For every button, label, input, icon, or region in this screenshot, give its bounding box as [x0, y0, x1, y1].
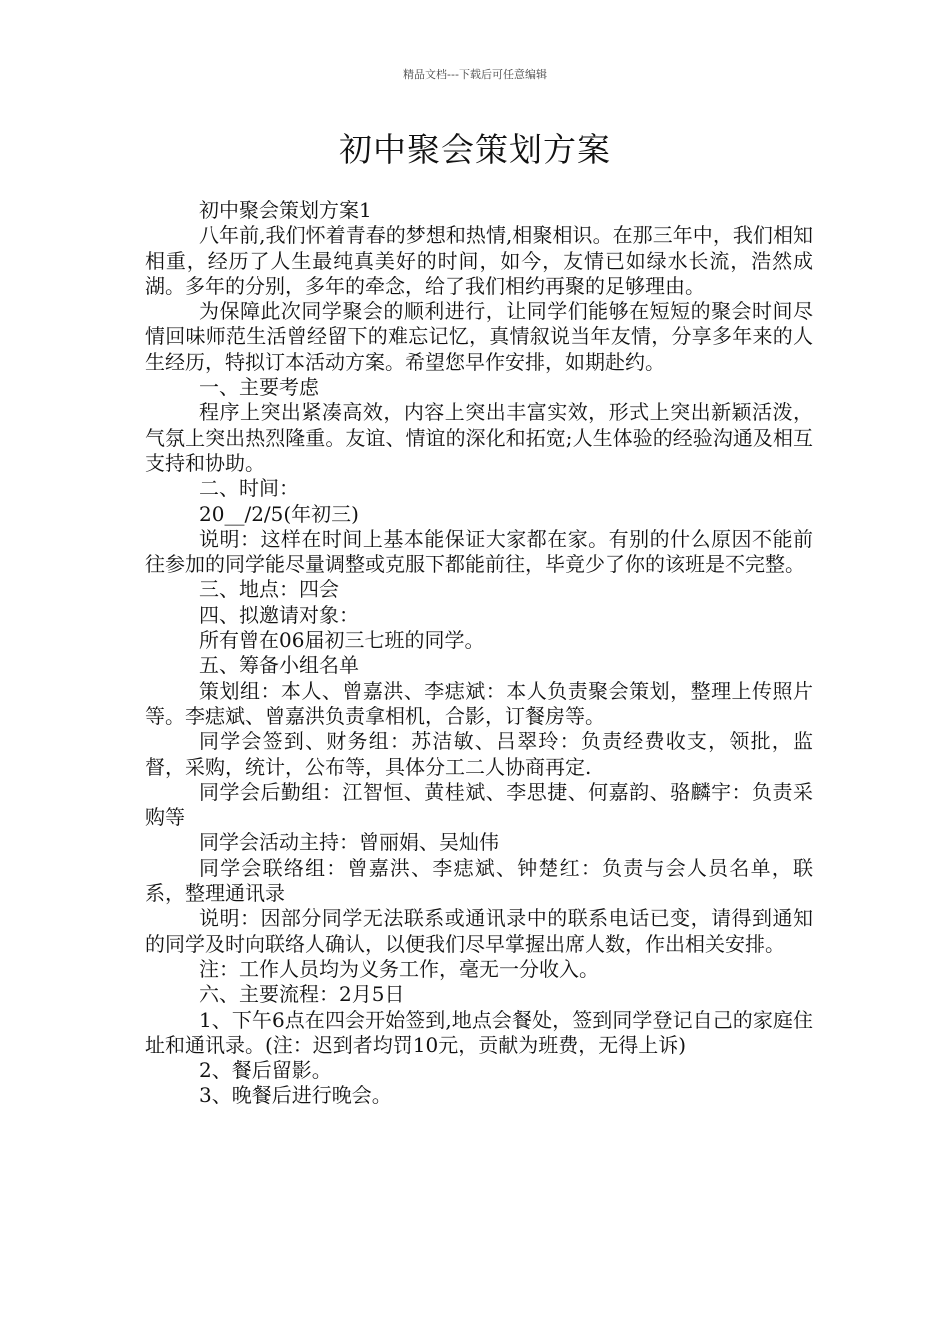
list-item: 2、餐后留影。	[199, 1058, 332, 1083]
subtitle: 初中聚会策划方案1	[199, 198, 372, 222]
body-paragraph: 所有曾在06届初三七班的同学。	[199, 628, 485, 653]
body-paragraph: 说明：这样在时间上基本能保证大家都在家。有别的什么原因不能前往参加的同学能尽量调整或克服下都能前往，毕竟少了你的该班是不完整。	[145, 526, 813, 577]
document-title: 初中聚会策划方案	[339, 130, 611, 169]
page-header: 精品文档---下载后可任意编辑	[403, 68, 547, 81]
section-heading: 四、拟邀请对象：	[199, 602, 359, 627]
list-item: 同学会签到、财务组：苏洁敏、吕翠玲：负责经费收支，领批，监督，采购，统计，公布等，具体分工二人协商再定.	[145, 729, 813, 779]
section-heading: 二、时间：	[199, 476, 299, 501]
body-paragraph: 说明：因部分同学无法联系或通讯录中的联系电话已变，请得到通知的同学及时向联络人确认，以便我们尽早掌握出席人数，作出相关安排。	[145, 906, 813, 956]
document-body	[145, 198, 813, 1109]
note-line: 注：工作人员均为义务工作，毫无一分收入。	[199, 956, 599, 981]
section-heading: 三、地点：四会	[199, 577, 339, 602]
list-item: 同学会活动主持：曾丽娟、吴灿伟	[199, 830, 499, 855]
section-heading: 五、筹备小组名单	[199, 653, 359, 678]
section-heading: 一、主要考虑	[199, 375, 319, 400]
list-item: 3、晚餐后进行晚会。	[199, 1083, 392, 1108]
section-heading: 六、主要流程：2月5日	[199, 982, 405, 1007]
list-item: 同学会联络组：曾嘉洪、李痣斌、钟楚红：负责与会人员名单，联系，整理通讯录	[145, 855, 813, 906]
list-item: 策划组：本人、曾嘉洪、李痣斌：本人负责聚会策划，整理上传照片等。李痣斌、曾嘉洪负责拿相机，合影，订餐房等。	[145, 678, 813, 728]
list-item: 同学会后勤组：江智恒、黄桂斌、李思捷、何嘉韵、骆麟宇：负责采购等	[145, 779, 813, 830]
intro-paragraph: 八年前,我们怀着青春的梦想和热情,相聚相识。在那三年中，我们相知相重，经历了人生最纯真美好的时间，如今，友情已如绿水长流，浩然成湖。多年的分别，多年的牵念，给了我们相约再聚的足够理由。	[145, 223, 813, 298]
list-item: 1、下午6点在四会开始签到,地点会餐处，签到同学登记自己的家庭住址和通讯录。(注：迟到者均罚10元，贡献为班费，无得上诉)	[145, 1007, 813, 1057]
body-paragraph: 程序上突出紧凑高效，内容上突出丰富实效，形式上突出新颖活泼，气氛上突出热烈隆重。友谊、情谊的深化和拓宽;人生体验的经验沟通及相互支持和协助。	[145, 400, 813, 475]
purpose-paragraph: 为保障此次同学聚会的顺利进行，让同学们能够在短短的聚会时间尽情回味师范生活曾经留下的难忘记忆，真情叙说当年友情，分享多年来的人生经历，特拟订本活动方案。希望您早作安排，如期赴约。	[145, 299, 813, 374]
date-line: 20__/2/5(年初三)	[199, 501, 359, 526]
